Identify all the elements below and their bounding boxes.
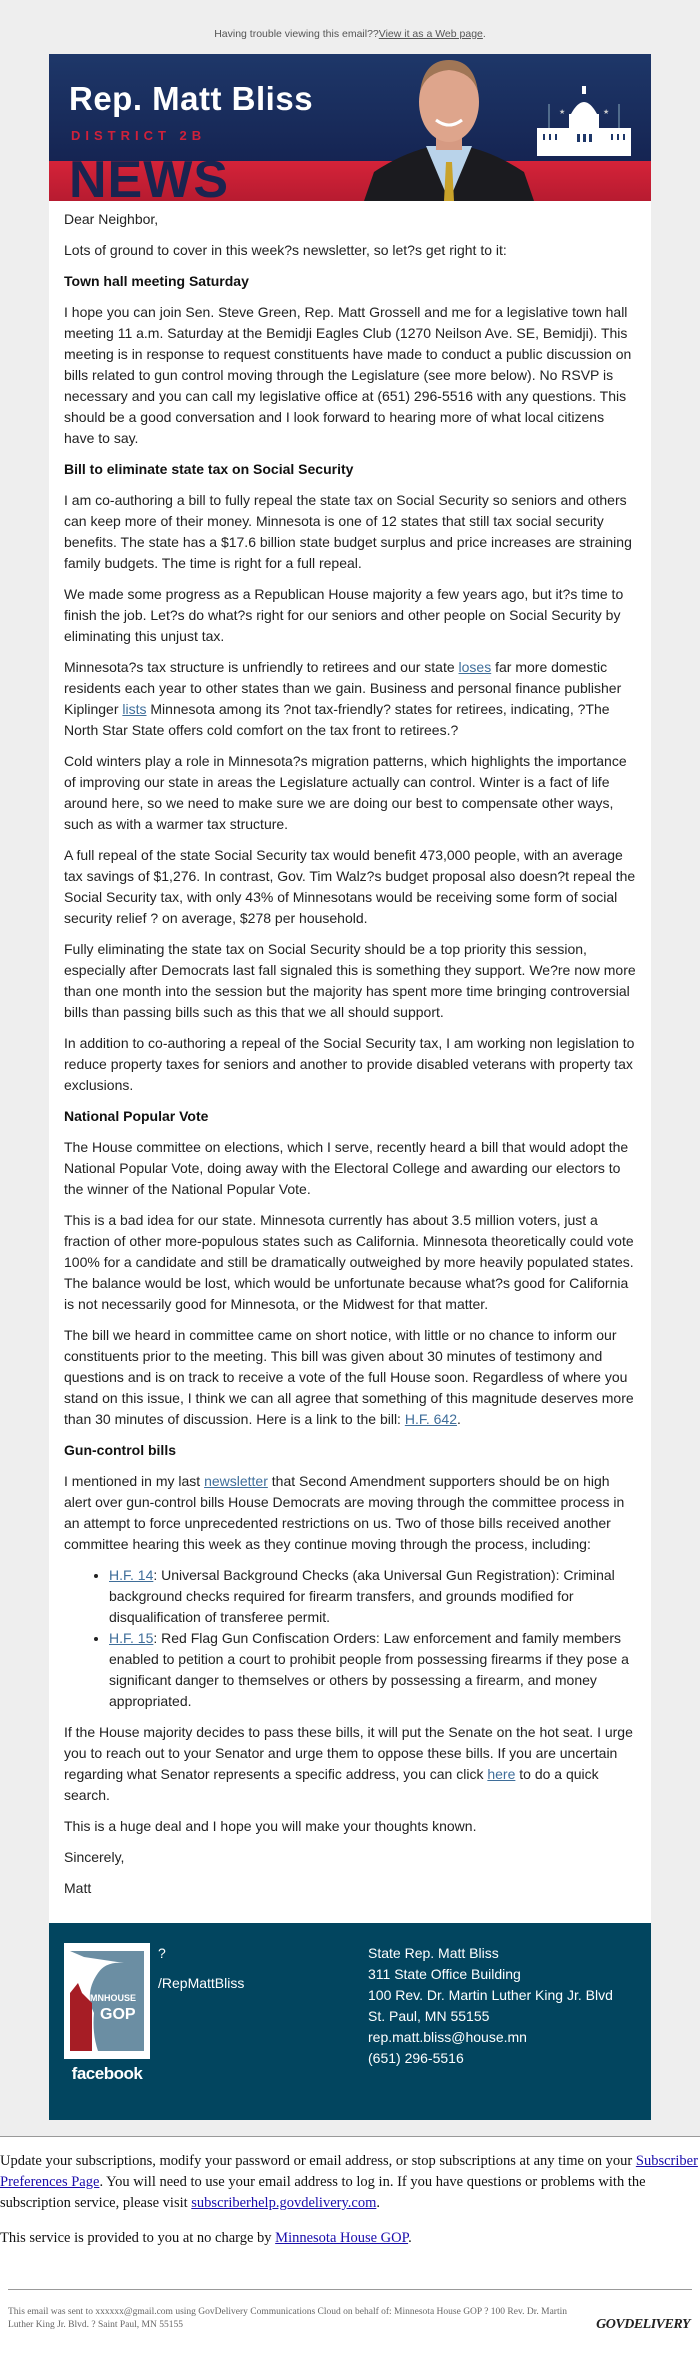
newsletter-body: [49, 201, 651, 1923]
text: Lots of ground to cover in this week?s newsletter, so let?s get right to it:: [64, 242, 507, 258]
representative-photo: [364, 54, 534, 201]
subscription-notice: [0, 2136, 700, 2345]
inline-link[interactable]: newsletter: [204, 1473, 268, 1489]
svg-text:★: ★: [603, 109, 610, 116]
inline-link[interactable]: H.F. 15: [109, 1630, 154, 1646]
text: If the House majority decides to pass these bills, it will put the Senate on the hot seat. I urge you to reach out to your Senator and urge them to oppose these bills. If you are uncertain regarding what Senator represents a specific address, you can click: [64, 1724, 633, 1782]
paragraph: [64, 1847, 636, 1868]
paragraph: [64, 240, 636, 261]
capitol-building-icon: [537, 84, 631, 164]
sender-text: This email was sent to xxxxxx@gmail.com using GovDelivery Communications Cloud on behalf of: Minnesota House GOP ? 100 Rev. Dr. Martin Luther King Jr. Blvd. ? Saint Paul, MN 55155: [8, 2307, 567, 2330]
text: Sincerely,: [64, 1849, 125, 1865]
svg-text:GOP: GOP: [100, 2006, 136, 2023]
text: Town hall meeting Saturday: [64, 273, 249, 289]
text: Update your subscriptions, modify your password or email address, or stop subscriptions at any time on your: [0, 2153, 636, 2169]
text: Minnesota?s tax structure is unfriendly to retirees and our state: [64, 659, 459, 675]
text: This is a bad idea for our state. Minnesota currently has about 3.5 million voters, just a fraction of other more-populous states such as California. Minnesota theoretically could vote 100% for a candidate and still be dramatically outweighed by more heavily populated states. The balance would be lost, which would be unfortunate because what?s good for California is not necessarily good for Minnesota, or the Midwest for that matter.: [64, 1212, 634, 1312]
paragraph: [64, 1816, 636, 1837]
text: Matt: [64, 1880, 92, 1896]
text: Cold winters play a role in Minnesota?s migration patterns, which highlights the importance of improving our state in areas the Legislature actually can control. Winter is a fact of life around here, so we need to make sure we are doing our best to compensate other ways, such as with a warmer tax structure.: [64, 753, 627, 832]
paragraph: [64, 939, 636, 1023]
svg-text:★: ★: [559, 109, 566, 116]
text: : Red Flag Gun Confiscation Orders: Law enforcement and family members enabled to petition a court to prohibit people from possessing firearms if they pose a significant danger to themselves or others by possessing a firearm, and money appropriated.: [109, 1630, 629, 1709]
sender-info: [8, 2289, 692, 2345]
bill-list: [64, 1565, 636, 1712]
text: : Universal Background Checks (aka Universal Gun Registration): Criminal background checks required for firearm transfers, and grounds modified for disqualification of transferee permit.: [109, 1567, 615, 1625]
view-web-page-link[interactable]: View it as a Web page: [378, 28, 483, 40]
text: National Popular Vote: [64, 1108, 209, 1124]
paragraph: [64, 302, 636, 449]
text: A full repeal of the state Social Security tax would benefit 473,000 people, with an average tax savings of $1,276. In contrast, Gov. Tim Walz?s budget proposal also doesn?t repeal the Social Security tax, with only 43% of Minnesotans would be receiving some form of social security relief ? on average, $278 per household.: [64, 847, 636, 926]
banner-district: DISTRICT 2B: [71, 128, 207, 143]
text: . You will need to use your email address to log in. If you have questions or problems with the subscription service, please visit: [0, 2174, 646, 2211]
banner-news: NEWS: [69, 151, 229, 201]
section-heading: [64, 459, 636, 480]
paragraph: [64, 1471, 636, 1555]
paragraph: [64, 751, 636, 835]
text: Gun-control bills: [64, 1442, 176, 1458]
text: We made some progress as a Republican House majority a few years ago, but it?s time to finish the job. Let?s do what?s right for our seniors and other people on Social Security by eliminating this unjust tax.: [64, 586, 624, 644]
text: This is a huge deal and I hope you will make your thoughts known.: [64, 1818, 477, 1834]
text: .: [456, 1411, 461, 1427]
inline-link[interactable]: H.F. 642: [404, 1411, 457, 1427]
office-address: [368, 1943, 613, 2084]
paragraph: [64, 490, 636, 574]
text: far more domestic residents each year to other states than we gain. Business and personal finance publisher Kiplinger: [64, 659, 622, 717]
text: The bill we heard in committee came on short notice, with little or no chance to inform our constituents prior to the meeting. This bill was given about 30 minutes of testimony and questions and is on track to receive a vote of the full House soon. Regardless of where you stand on this issue, I think we can all agree that something of this magnitude deserves more than 30 minutes of discussion. Here is a link to the bill:: [64, 1327, 634, 1427]
text: to do a quick search.: [64, 1766, 599, 1803]
address-line: 100 Rev. Dr. Martin Luther King Jr. Blvd: [368, 1987, 613, 2003]
contact-footer: [49, 1923, 651, 2120]
provider-paragraph: [0, 2228, 700, 2249]
facebook-block[interactable]: [64, 1943, 150, 2084]
address-line: St. Paul, MN 55155: [368, 2008, 490, 2024]
social-links: [150, 1943, 368, 2084]
minnesota-house-gop-link[interactable]: Minnesota House GOP: [275, 2230, 409, 2246]
preheader-period: .: [482, 28, 486, 40]
text: that Second Amendment supporters should be on high alert over gun-control bills House Democrats are moving through the committee process in an attempt to force unprecedented restrictions on us. Two of those bills received another committee hearing this week as they continue moving through the process, including:: [64, 1473, 625, 1552]
section-heading: [64, 271, 636, 292]
email-address-link[interactable]: rep.matt.bliss@house.mn: [368, 2029, 527, 2045]
mnhouse-gop-logo: [64, 1943, 150, 2059]
text: I hope you can join Sen. Steve Green, Rep. Matt Grossell and me for a legislative town hall meeting 11 a.m. Saturday at the Bemidji Eagles Club (1270 Neilson Ave. SE, Bemidji). This meeting is in response to request constituents have made to conduct a public discussion on bills related to gun control moving through the Legislature (see more below). No RSVP is necessary and you can call my legislative office at (651) 296-5516 with any questions. This should be a good conversation and I look forward to hearing more of what local citizens have to say.: [64, 304, 632, 446]
text: The House committee on elections, which I serve, recently heard a bill that would adopt the National Popular Vote, doing away with the Electoral College and awarding our electors to the winner of the National Popular Vote.: [64, 1139, 629, 1197]
inline-link[interactable]: loses: [458, 659, 492, 675]
text: Dear Neighbor,: [64, 211, 159, 227]
phone-number: (651) 296-5516: [368, 2050, 464, 2066]
section-heading: [64, 1106, 636, 1127]
paragraph: [64, 845, 636, 929]
text: Bill to eliminate state tax on Social Security: [64, 461, 354, 477]
paragraph: [64, 1878, 636, 1899]
paragraph: [64, 584, 636, 647]
address-line: 311 State Office Building: [368, 1966, 521, 1982]
paragraph: [64, 1722, 636, 1806]
text: This service is provided to you at no charge by: [0, 2230, 276, 2246]
text: I mentioned in my last: [64, 1473, 205, 1489]
banner-name: Rep. Matt Bliss: [69, 80, 314, 117]
preheader-text: Having trouble viewing this email??: [214, 28, 379, 40]
subscriber-help-link[interactable]: subscriberhelp.govdelivery.com: [191, 2195, 377, 2211]
paragraph: [64, 1325, 636, 1430]
newsletter-banner: [49, 54, 651, 201]
svg-text:MNHOUSE: MNHOUSE: [90, 1993, 137, 2003]
inline-link[interactable]: H.F. 14: [109, 1567, 154, 1583]
subscriber-preferences-link[interactable]: Subscriber Preferences Page: [0, 2153, 698, 2190]
paragraph: [64, 657, 636, 741]
paragraph: [64, 1210, 636, 1315]
email-container: [49, 54, 651, 2120]
bill-list-item: [109, 1565, 636, 1628]
section-heading: [64, 1440, 636, 1461]
bill-list-item: [109, 1628, 636, 1712]
paragraph: [64, 209, 636, 230]
facebook-wordmark: facebook: [71, 2064, 143, 2083]
text: Fully eliminating the state tax on Social Security should be a top priority this session, especially after Democrats last fall signaled this is something they support. We?re now more than one month into the session but the majority has spent more time bringing controversial bills than passing bills such as this that we all should support.: [64, 941, 636, 1020]
text: .: [408, 2230, 412, 2246]
subscription-paragraph: [0, 2151, 700, 2214]
facebook-handle-link[interactable]: /RepMattBliss: [158, 1975, 245, 1991]
social-placeholder: ?: [158, 1945, 166, 1961]
text: .: [376, 2195, 380, 2211]
preheader: [0, 28, 700, 40]
govdelivery-logo: GOVDELIVERY: [596, 2317, 690, 2332]
text: Minnesota among its ?not tax-friendly? states for retirees, indicating, ?The North Star State offers cold comfort on the tax front to retirees.?: [64, 701, 610, 738]
paragraph: [64, 1033, 636, 1096]
text: In addition to co-authoring a repeal of the Social Security tax, I am working non legislation to reduce property taxes for seniors and another to provide disabled veterans with property tax exclusions.: [64, 1035, 635, 1093]
inline-link[interactable]: lists: [122, 701, 147, 717]
paragraph: [64, 1137, 636, 1200]
inline-link[interactable]: here: [487, 1766, 516, 1782]
text: I am co-authoring a bill to fully repeal the state tax on Social Security so seniors and others can keep more of their money. Minnesota is one of 12 states that still tax social security benefits. The state has a $17.6 billion state budget surplus and price increases are straining family budgets. The time is right for a full repeal.: [64, 492, 632, 571]
address-line: State Rep. Matt Bliss: [368, 1945, 499, 1961]
